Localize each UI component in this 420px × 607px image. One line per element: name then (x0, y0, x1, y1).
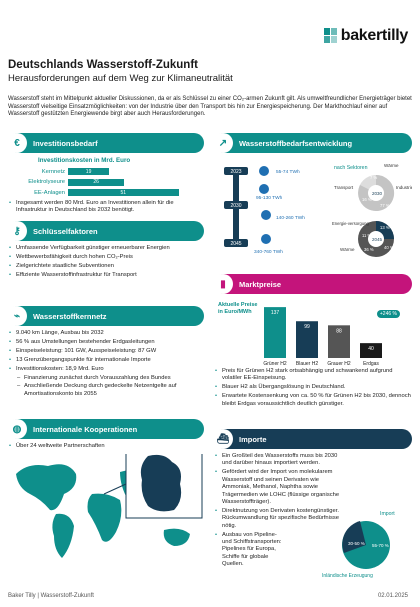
logo-mark-icon (324, 28, 338, 44)
footer-left: Baker Tilly | Wasserstoff-Zukunft (8, 593, 94, 599)
invest-header (8, 133, 204, 153)
increase-badge: +246 % (377, 310, 400, 318)
net-header (8, 306, 204, 326)
bar-row (12, 167, 204, 176)
logo-text: bakertilly (340, 27, 408, 44)
list-item: • Umfassende Verfügbarkeit günstiger erneuerbarer Energien (8, 245, 204, 252)
net-section (8, 306, 204, 400)
imports-pie (314, 507, 410, 597)
net-heading: Wasserstoffkernnetz (33, 311, 107, 321)
list-item: • 56 % aus Umstellungen bestehender Erdgasleitungen (8, 339, 204, 346)
list-item: • Investitionskosten: 18,9 Mrd. Euro (8, 366, 204, 373)
chart-icon: ↗ (213, 133, 233, 153)
list-item: – Finanzierung zunächst durch Vorauszahlung des Bundes (16, 375, 204, 382)
pie-label: Industrie (396, 185, 412, 190)
demand-header (214, 133, 412, 153)
page-title: Deutschlands Wasserstoff-Zukunft (8, 59, 198, 71)
invest-chart-title: Investitionskosten in Mrd. Euro (38, 157, 131, 164)
key-heading: Schlüsselfaktoren (33, 226, 98, 236)
map-south-america (52, 514, 74, 558)
pie-value: 16 % (362, 197, 372, 202)
price-value: 137 (270, 310, 280, 317)
price-value: 40 (368, 346, 374, 353)
map-africa (88, 494, 122, 542)
pie-center: 2030 (372, 191, 383, 196)
list-item: • Ausbau von Pipeline- und Schiffstransporten: Pipelines für Europa, Schiffe für globale Quellen. (214, 532, 286, 569)
pie-value: 55-70 % (372, 543, 389, 548)
price-value: 99 (304, 324, 310, 331)
coop-heading: Internationale Kooperationen (33, 424, 138, 434)
demand-section (214, 133, 412, 264)
invest-heading: Investitionsbedarf (33, 138, 98, 148)
bar-row (12, 188, 204, 197)
prices-heading: Marktpreise (239, 279, 282, 289)
pie-label: Wärme (340, 247, 355, 252)
ship-icon: ⛴ (213, 429, 233, 449)
prices-section (214, 274, 412, 410)
list-item: • Wettbewerbsfähigkeit durch hohen CO₂-Preis (8, 254, 204, 261)
pie-value: 13 % (380, 225, 390, 230)
year-label: 2030 (230, 203, 242, 209)
money-icon: € (7, 133, 27, 153)
h2-molecule-icon (259, 166, 269, 176)
price-category: Blauer H2 (295, 361, 319, 367)
pie-label: Inländische Erzeugung (322, 573, 373, 579)
list-item: • Insgesamt werden 80 Mrd. Euro an Investitionen allein für die Infrastruktur in Deutschland bis 2032 benötigt. (8, 200, 204, 215)
pie-label: Energie-versorgung (332, 221, 369, 226)
bar-category: Kernnetz (41, 168, 65, 175)
list-item: • Erwartete Kostensenkung von ca. 50 % für Grünen H2 bis 2030, dennoch bleibt Erdgas voraussichtlich deutlich günstiger. (214, 393, 412, 408)
chart-icon: ▮ (213, 274, 233, 294)
key-icon: ⚷ (7, 221, 27, 241)
map-north-america (16, 464, 76, 510)
footer-date: 02.01.2025 (377, 593, 408, 599)
list-item: • Direktnutzung von Derivaten kostengünstiger. Rückumwandlung für spezifische Bedürfnisse nötig. (214, 508, 342, 530)
bar-category: EE-Anlagen (34, 189, 65, 196)
coop-list (8, 443, 204, 450)
list-item: • Gefördert wird der Import von molekularem Wasserstoff und seinen Derivaten wie Ammoniak, Methanol, Naphtha sowie Trägermedien wie LOHC (flüssige organische Wasserstoffträger). (214, 469, 342, 506)
coop-section (8, 419, 204, 569)
pie-value: 36 % (364, 247, 374, 252)
key-header (8, 221, 204, 241)
list-item: • Einspeiseleistung: 101 GW, Ausspeiseleistung: 87 GW (8, 348, 204, 355)
twh-label: 55-74 TWh (276, 170, 300, 175)
net-list (8, 330, 204, 373)
network-icon: ⌁ (7, 306, 27, 326)
demand-heading: Wasserstoffbedarfsentwicklung (239, 138, 353, 148)
page-subtitle: Herausforderungen auf dem Weg zur Klimaneutralität (8, 73, 233, 84)
world-map (8, 454, 204, 564)
bar: 19 (68, 168, 109, 175)
pie-center: 2045 (372, 237, 383, 242)
invest-section (8, 133, 204, 216)
prices-list (214, 368, 412, 408)
inset-connector (104, 484, 126, 494)
list-item: • Zielgerichtete staatliche Subventionen (8, 263, 204, 270)
key-section (8, 221, 204, 281)
prices-header (214, 274, 412, 294)
year-label: 2045 (230, 241, 242, 247)
imports-section (214, 429, 412, 579)
list-item: • Blauer H2 als Übergangslösung in Deutschland. (214, 384, 412, 391)
list-item: • Über 24 weltweite Partnerschaften (8, 443, 204, 450)
twh-label: 95-130 TWh (256, 196, 283, 201)
pie-label: Import (380, 511, 395, 517)
net-sublist (8, 375, 204, 399)
h2-molecule-icon (259, 184, 269, 194)
pie-label: Transport (334, 185, 354, 190)
twh-label: 140-260 TWh (276, 216, 305, 221)
pie-value: 7 % (370, 175, 378, 180)
coop-header (8, 419, 204, 439)
imports-header (214, 429, 412, 449)
pie-value: 11 % (362, 233, 372, 238)
map-australia (164, 529, 190, 546)
pie-value: 30-50 % (348, 541, 365, 546)
invest-chart (12, 167, 204, 197)
list-item: • Preis für Grünen H2 stark ortsabhängig und schwankend aufgrund volatiler EE-Einspeisung. (214, 368, 412, 383)
sector-legend-title: nach Sektoren (334, 165, 368, 171)
bar: 26 (68, 179, 124, 186)
key-list (8, 245, 204, 279)
list-item: • Ein Großteil des Wasserstoffs muss bis 2030 und darüber hinaus importiert werden. (214, 453, 342, 468)
imports-heading: Importe (239, 434, 267, 444)
bakertilly-logo (324, 27, 408, 45)
price-value: 88 (336, 328, 342, 335)
h2-molecule-icon (261, 234, 271, 244)
pie-value: 40 % (384, 245, 394, 250)
bar-row (12, 178, 204, 187)
pie-label: Wärme (384, 163, 399, 168)
intro-text: Wasserstoff steht im Mittelpunkt aktueller Diskussionen, da er als Schlüssel zu einer CO₂-armen Zukunft gilt. Als umweltfreundlicher Energieträger bietet Wasserstoff vielseitige Einsatzmöglichkeiten: von der Industrie über den Transport bis hin zur Energiespeicherung. Der Markthochlauf einer auf Wasserstoff gestützten Energiewende birgt aber auch Herausforderungen. (8, 96, 412, 118)
list-item: – Anschließende Deckung durch gedeckelte Netzentgelte auf Amortisationskonto bis 2055 (16, 383, 204, 398)
price-category: Grauer H2 (327, 361, 351, 367)
globe-icon: ◍ (7, 419, 27, 439)
demand-chart (214, 157, 412, 259)
list-item: • 13 Grenzübergangspunkte für internationale Importe (8, 357, 204, 364)
price-ylabel: Aktuelle Preise in Euro/MWh (218, 302, 258, 315)
list-item: • 9.040 km Länge, Ausbau bis 2032 (8, 330, 204, 337)
price-bars (214, 298, 412, 368)
invest-list (8, 200, 204, 215)
year-label: 2023 (230, 169, 242, 175)
bar-category: Elektrolyseure (28, 179, 65, 185)
list-item: • Effiziente Wasserstoffinfrastruktur für Transport (8, 272, 204, 279)
twh-label: 340-760 TWh (254, 250, 283, 255)
bar: 51 (68, 189, 179, 196)
pie-value: 77 % (380, 203, 390, 208)
price-category: Grüner H2 (263, 361, 287, 367)
price-chart (214, 298, 412, 368)
price-category: Erdgas (363, 361, 379, 367)
h2-molecule-icon (261, 210, 271, 220)
